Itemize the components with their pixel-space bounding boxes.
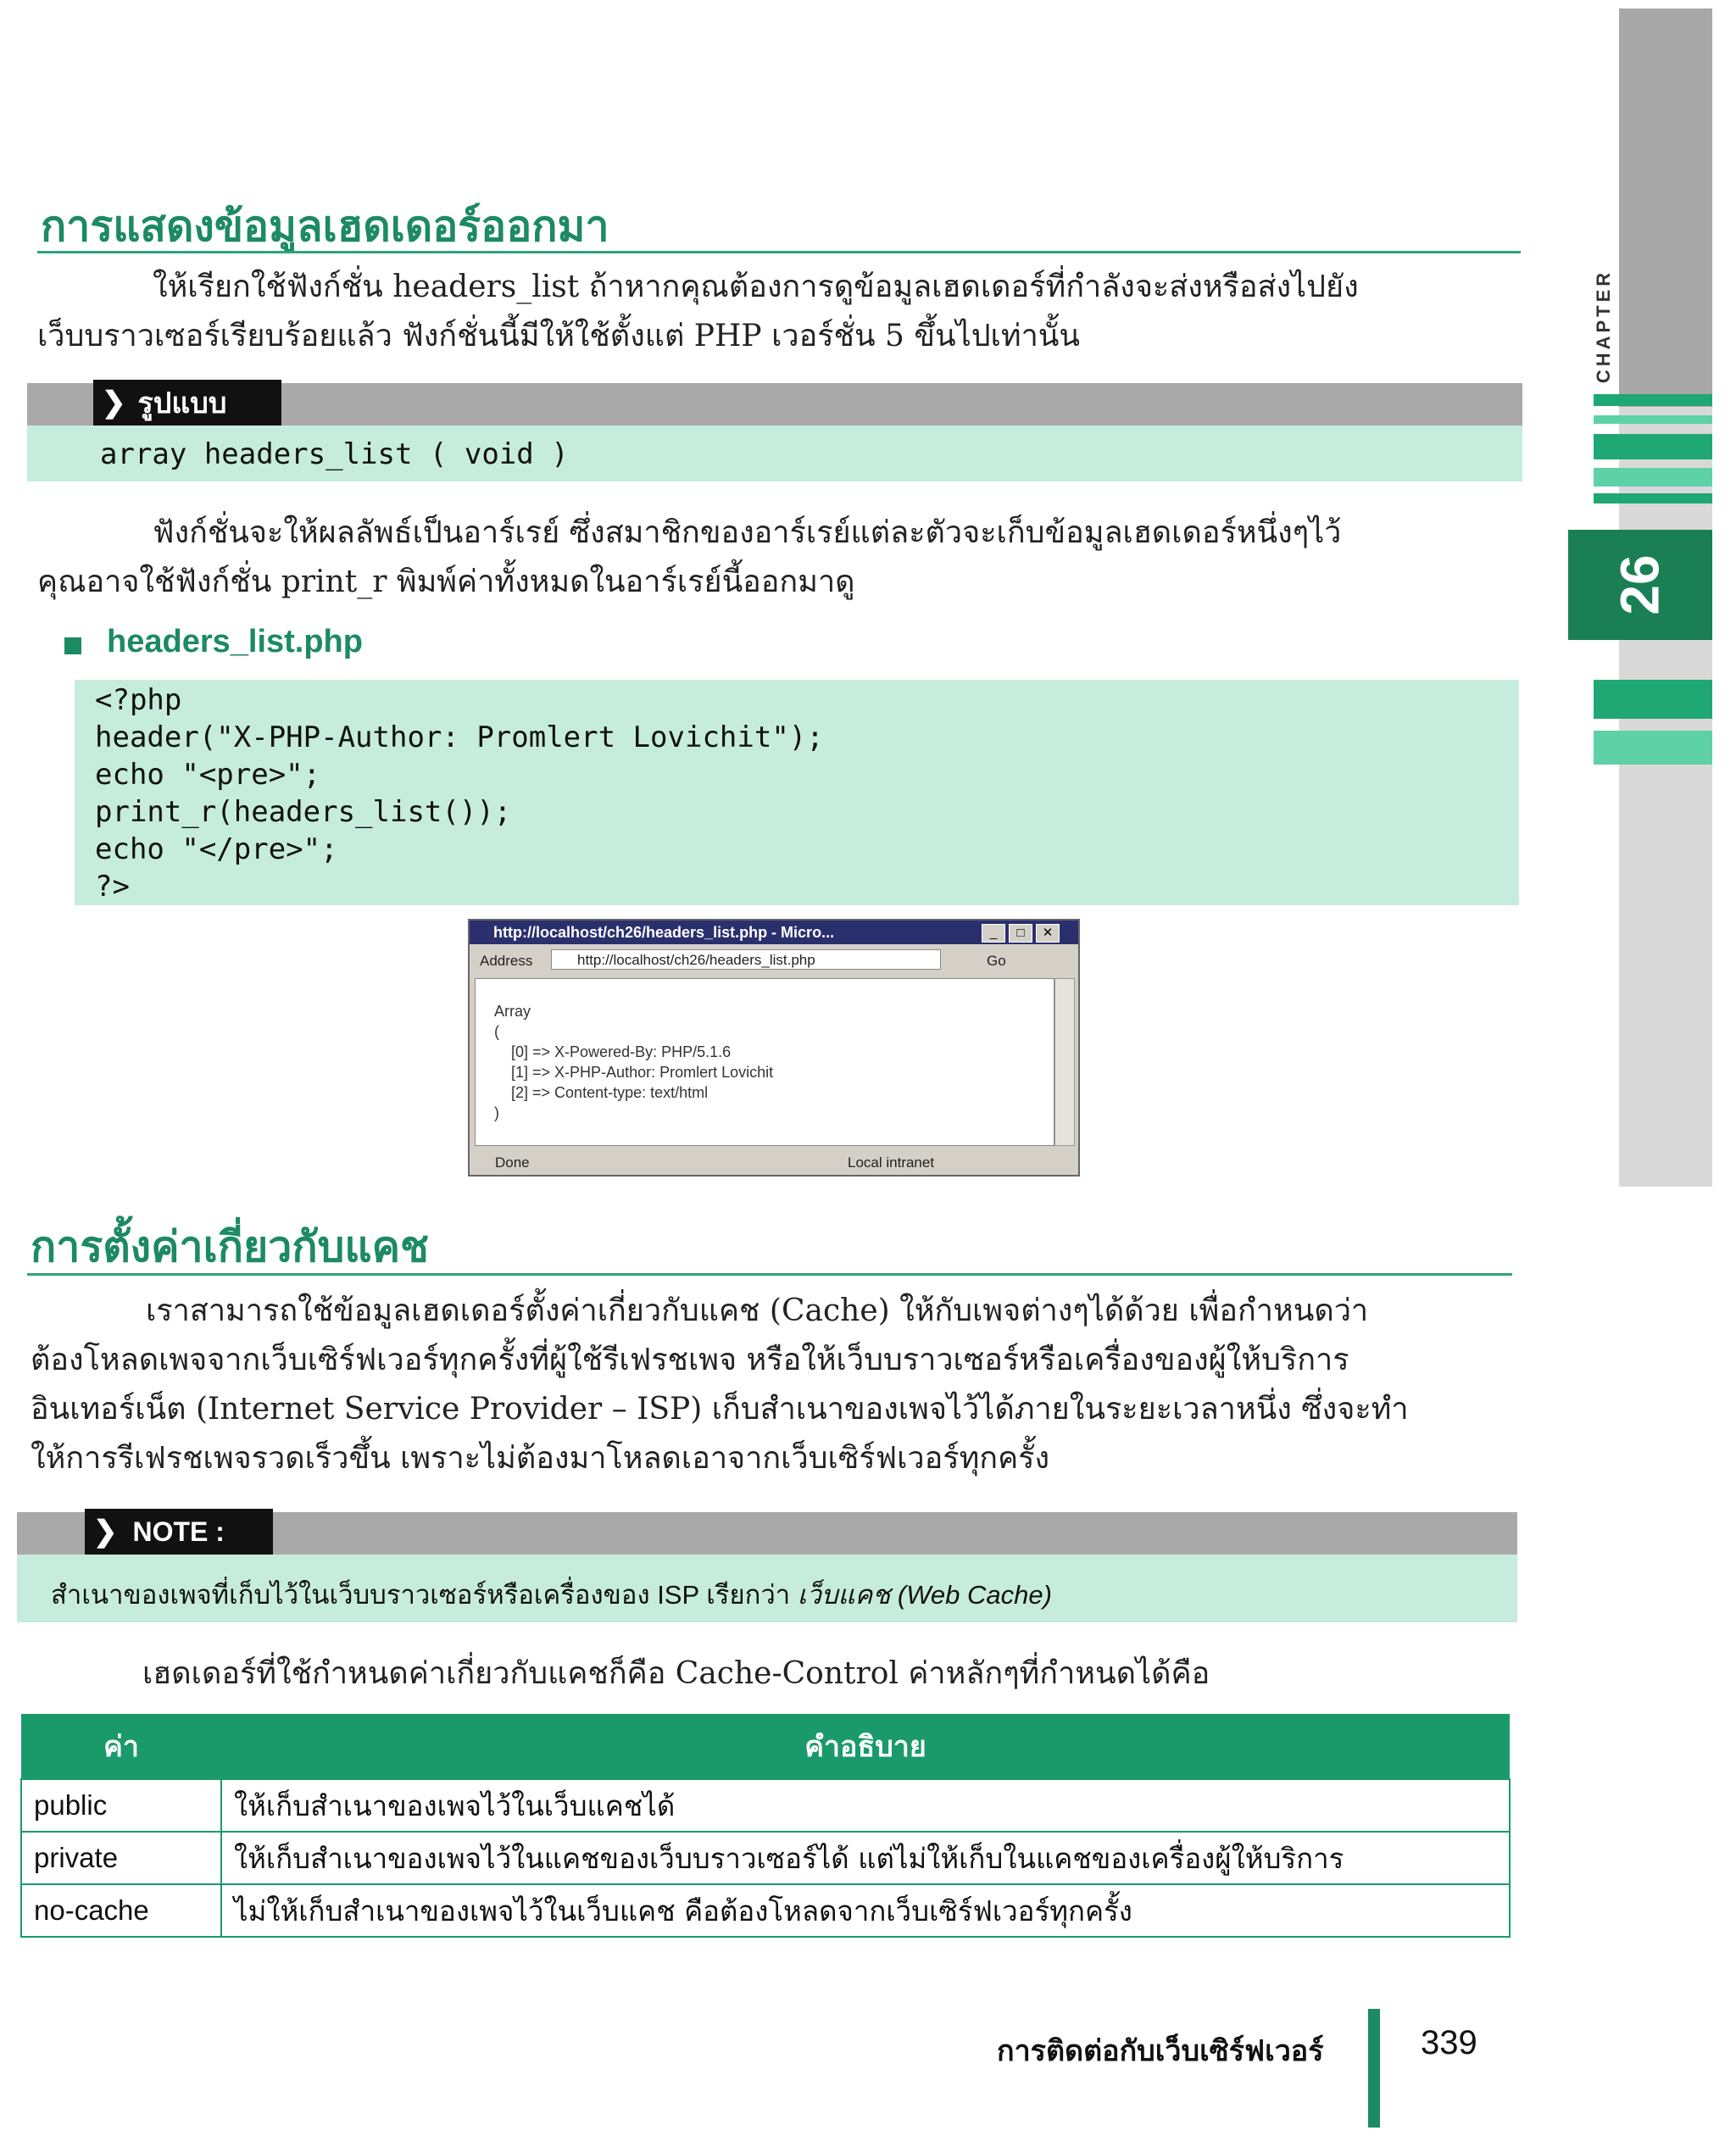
heading-rule <box>37 251 1521 253</box>
table-cell: public <box>21 1779 221 1832</box>
column-header: ค่า <box>21 1714 221 1779</box>
function-description: ฟังก์ชั่นจะให้ผลลัพธ์เป็นอาร์เรย์ ซึ่งสมาชิกของอาร์เรย์แต่ละตัวจะเก็บข้อมูลเฮดเดอร์หนึ่งๆไว้ คุณอาจใช้ฟังก์ชั่น print_r พิมพ์ค่าทั้งหมดในอาร์เรย์นี้ออกมาดู <box>37 515 1342 599</box>
note-label: ❯ NOTE : <box>85 1509 273 1555</box>
table-cell: no-cache <box>21 1884 221 1937</box>
tab-stripe <box>1594 434 1712 459</box>
browser-title-bar: http://localhost/ch26/headers_list.php - Micro... <box>470 921 1078 944</box>
browser-content: Array ( [0] => X-Powered-By: PHP/5.1.6 [1] => X-PHP-Author: Promlert Lovichit [2] => Content-type: text/html ) <box>475 978 1054 1146</box>
tab-stripe <box>1594 493 1712 503</box>
chevron-right-icon: ❯ <box>102 387 126 419</box>
browser-address-bar: Address http://localhost/ch26/headers_list.php Go <box>470 946 1078 975</box>
page-number: 339 <box>1421 2024 1477 2061</box>
table-cell: private <box>21 1832 221 1884</box>
browser-screenshot <box>468 919 1080 1176</box>
tab-stripe <box>1594 731 1712 765</box>
scrollbar <box>1054 978 1075 1146</box>
table-cell: ให้เก็บสำเนาของเพจไว้ในเว็บแคชได้ <box>221 1779 1510 1832</box>
table-row <box>21 1832 1510 1884</box>
file-label: headers_list.php <box>107 624 363 659</box>
chevron-right-icon: ❯ <box>93 1516 118 1548</box>
tab-stripe <box>1594 394 1712 406</box>
intro-paragraph: ให้เรียกใช้ฟังก์ชั่น headers_list ถ้าหากคุณต้องการดูข้อมูลเฮดเดอร์ที่กำลังจะส่งหรือส่งไปยัง เว็บบราวเซอร์เรียบร้อยแล้ว ฟังก์ชั่นนี้มีให้ใช้ตั้งแต่ PHP เวอร์ชั่น 5 ขึ้นไปเท่านั้น <box>37 270 1359 353</box>
syntax-label: ❯ รูปแบบ <box>93 380 281 426</box>
note-text: สำเนาของเพจที่เก็บไว้ในเว็บบราวเซอร์หรือเครื่องของ ISP เรียกว่า เว็บแคช (Web Cache) <box>51 1580 1052 1610</box>
running-footer-title: การติดต่อกับเว็บเซิร์ฟเวอร์ <box>997 2035 1324 2067</box>
square-bullet-icon <box>64 637 81 654</box>
heading-rule <box>27 1273 1512 1276</box>
cache-paragraph: เราสามารถใช้ข้อมูลเฮดเดอร์ตั้งค่าเกี่ยวกับแคช (Cache) ให้กับเพจต่างๆได้ด้วย เพื่อกำหนดว่า ต้องโหลดเพจจากเว็บเซิร์ฟเวอร์ทุกครั้งที่ผู้ใช้รีเฟรชเพจ หรือให้เว็บบราวเซอร์หรือเครื่องของผู้ให้บริการ อินเทอร์เน็ต (Internet Service Provider – ISP) เก็บสำเนาของเพจไว้ได้ภายในระยะเวลาหนึ่ง ซึ่งจะทำ ให้การรีเฟรชเพจรวดเร็วขึ้น เพราะไม่ต้องมาโหลดเอาจากเว็บเซิร์ฟเวอร์ทุกครั้ง <box>31 1293 1409 1476</box>
table-row <box>21 1779 1510 1832</box>
tab-stripe <box>1594 468 1712 487</box>
section-heading-cache: การตั้งค่าเกี่ยวกับแคช <box>31 1223 429 1271</box>
maximize-icon: □ <box>1009 924 1032 943</box>
section-heading-headers: การแสดงข้อมูลเฮดเดอร์ออกมา <box>41 203 609 250</box>
cache-control-table <box>20 1714 1511 1938</box>
tab-stripe <box>1594 680 1712 719</box>
chapter-label: CHAPTER <box>1593 269 1614 384</box>
browser-status-bar: Done Local intranet <box>495 1154 935 1171</box>
close-icon: ✕ <box>1036 924 1060 943</box>
table-row <box>21 1884 1510 1937</box>
table-cell: ให้เก็บสำเนาของเพจไว้ในแคชของเว็บบราวเซอร์ได้ แต่ไม่ให้เก็บในแคชของเครื่องผู้ให้บริการ <box>221 1832 1510 1884</box>
column-header: คำอธิบาย <box>221 1714 1510 1779</box>
syntax-code: array headers_list ( void ) <box>100 437 569 471</box>
footer-divider <box>1368 2009 1380 2128</box>
cache-control-paragraph: เฮดเดอร์ที่ใช้กำหนดค่าเกี่ยวกับแคชก็คือ Cache-Control ค่าหลักๆที่กำหนดได้คือ <box>142 1656 1210 1691</box>
chapter-number: 26 <box>1568 530 1712 640</box>
table-header-row <box>21 1714 1510 1779</box>
tab-stripe <box>1594 415 1712 424</box>
table-cell: ไม่ให้เก็บสำเนาของเพจไว้ในเว็บแคช คือต้องโหลดจากเว็บเซิร์ฟเวอร์ทุกครั้ง <box>221 1884 1510 1937</box>
code-listing: <?php header("X-PHP-Author: Promlert Lovichit"); echo "<pre>"; print_r(headers_list()); echo "</pre>"; ?> <box>95 683 824 904</box>
chapter-tab-gray <box>1619 8 1712 407</box>
minimize-icon: _ <box>982 924 1005 943</box>
address-field: http://localhost/ch26/headers_list.php <box>551 949 941 970</box>
